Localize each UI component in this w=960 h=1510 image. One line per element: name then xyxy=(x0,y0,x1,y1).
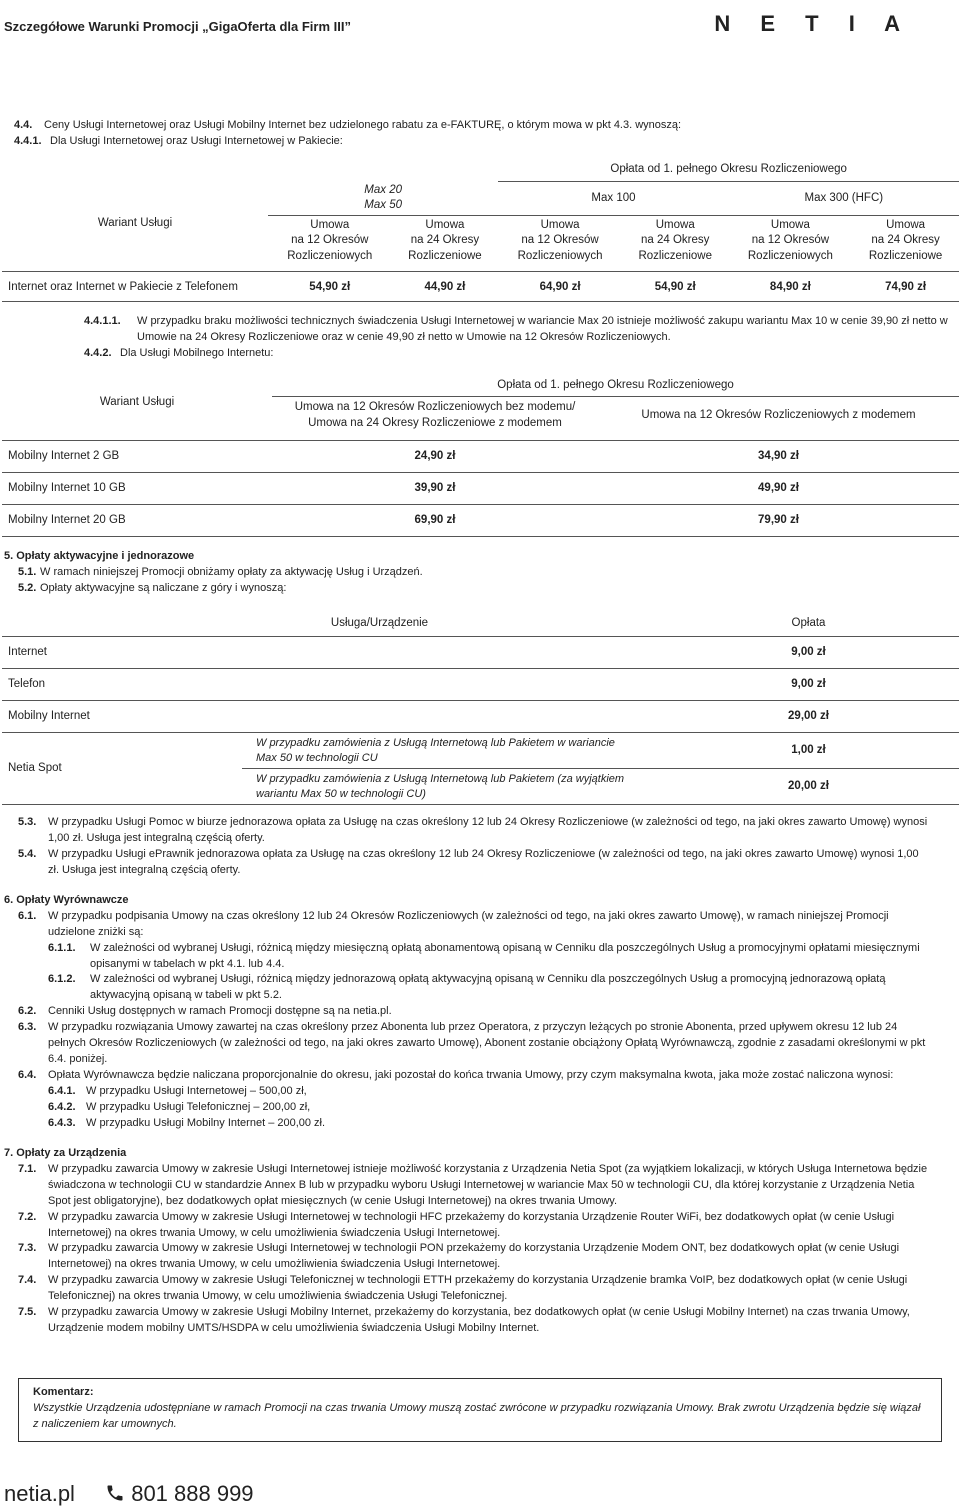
section-text: W przypadku braku możliwości technicznych świadczenia Usługi Internetowej w wariancie Max 20 istnieje możliwość zakupu wariantu Max 10 w cenie 39,90 zł netto w Umowie na 24 Okresy Rozliczeniowe oraz w cenie 49,90 zł netto w Umowie na 12 Okresów Rozliczeniowych. xyxy=(137,315,948,344)
document-body xyxy=(0,118,960,1337)
mobile-col2-header: Umowa na 12 Okresów Rozliczeniowych z modemem xyxy=(641,409,916,422)
table-row-label: Internet oraz Internet w Pakiecie z Telefonem xyxy=(8,280,238,293)
contract-24: Umowa na 24 Okresy Rozliczeniowe xyxy=(638,218,712,262)
fee-header: Opłata od 1. pełnego Okresu Rozliczeniowego xyxy=(498,156,959,182)
contract-12: Umowa na 12 Okresów Rozliczeniowych xyxy=(747,218,833,262)
table-row-label: Mobilny Internet xyxy=(8,710,90,723)
variant-max20-50: Max 20 Max 50 xyxy=(268,181,498,216)
section-4-4-2: 4.4.2. Dla Usługi Mobilnego Internetu: xyxy=(84,347,274,360)
table-row-label: Telefon xyxy=(8,678,46,691)
price-cell: 84,90 zł xyxy=(769,280,811,293)
table-row-label: Mobilny Internet 10 GB xyxy=(8,481,126,494)
price-cell: 39,90 zł xyxy=(414,481,456,494)
price-cell: 74,90 zł xyxy=(885,280,927,293)
price-cell: 49,90 zł xyxy=(758,481,799,494)
price-cell: 9,00 zł xyxy=(791,646,826,659)
price-cell: 20,00 zł xyxy=(788,780,829,793)
contract-24: Umowa na 24 Okresy Rozliczeniowe xyxy=(868,218,943,262)
variant-header: Wariant Usługi xyxy=(97,217,173,230)
fee-header: Opłata od 1. pełnego Okresu Rozliczeniowego xyxy=(272,370,959,396)
section-4-4-1-1: 4.4.1.1. W przypadku braku możliwości technicznych świadczenia Usługi Internetowej w wariancie Max 20 istnieje możliwość zakupu wariantu Max 10 w cenie 39,90 zł netto w Umowie na 24 Okresy Rozliczeniowe oraz w cenie 49,90 zł netto w Umowie na 12 Okresów Rozliczeniowych. xyxy=(0,314,960,346)
price-cell: 9,00 zł xyxy=(791,678,826,691)
section-6: 6. Opłaty Wyrównawcze 6.1. W przypadku podpisania Umowy na czas określony 12 lub 24 Okresów Rozliczeniowych (w zależności od tego, na jaki okres zawarto Umowę), w ramach niniejszej Promocji udzielone zniżki są: 6.1.1. W zależności od wybranej Usługi, różnicą między miesięczną opłatą abonamentową opisaną w Cenniku dla poszczególnych Usług a promocyjnymi opłatami miesięcznymi opisanymi w tabelach w pkt 4.1. lub 4.4. 6.1.2. W zależności od wybranej Usługi, różnicą między jednorazową opłatą aktywacyjną opisaną w Cenniku dla poszczególnych Usług a promocyjną jednorazową opłatą aktywacyjną opisaną w tabeli w pkt 5.2. 6.2. Cenniki Usług dostępnych w ramach Promocji dostępne są na netia.pl. 6.3. W przypadku rozwiązania Umowy zawartej na czas określony przez Abonenta lub przez Operatora, z przyczyn leżących po stronie Abonenta, przed upływem okresu 12 lub 24 pełnych Okresów Rozliczeniowych (w zależności od tego, na jaki okres zawarto Umowę), Abonent zostanie obciążony Opłatą Wyrównawczą, zgodnie z zasadami określonymi w pkt 6.4. poniżej. 6.4. Opłata Wyrównawcza będzie naliczana proporcjonalnie do okresu, jaki pozostał do końca trwania Umowy, przy czym maksymalna kwota, jaka może zostać naliczona wynosi: 6.4.1. W przypadku Usługi Internetowej – 500,00 zł, 6.4.2. W przypadku Usługi Telefonicznej – 200,00 zł, 6.4.3. W przypadku Usługi Mobilny Internet – 200,00 zł. xyxy=(0,893,960,1132)
section-text: Ceny Usługi Internetowej oraz Usługi Mobilny Internet bez udzielonego rabatu za e-FAKTURĘ, o którym mowa w pkt 4.3. wynoszą: xyxy=(44,119,682,131)
section-heading: 5. Opłaty aktywacyjne i jednorazowe xyxy=(4,549,195,562)
price-cell: 34,90 zł xyxy=(758,449,799,462)
service-header: Usługa/Urządzenie xyxy=(330,616,429,629)
contract-12: Umowa na 12 Okresów Rozliczeniowych xyxy=(287,218,373,262)
comment-box xyxy=(18,1378,942,1442)
comment-text: Wszystkie Urządzenia udostępniane w ramach Promocji na czas trwania Umowy muszą zostać zwrócone w przypadku rozwiązania Umowy. Brak zwrotu Urządzenia będzie się wiązał z naliczeniem kar umownych. xyxy=(33,1401,921,1430)
variant-max100: Max 100 xyxy=(498,181,728,216)
website-link[interactable]: netia.pl xyxy=(4,1481,75,1506)
price-cell: 79,90 zł xyxy=(758,513,799,526)
section-number: 4.4. xyxy=(14,119,33,131)
section-5: 5. Opłaty aktywacyjne i jednorazowe 5.1. W ramach niniejszej Promocji obniżamy opłaty za aktywację Usług i Urządzeń. 5.2. Opłaty aktywacyjne są naliczane z góry i wynoszą: xyxy=(0,549,960,597)
section-text: Dla Usługi Internetowej oraz Usługi Internetowej w Pakiecie: xyxy=(50,134,343,147)
price-cell: 29,00 zł xyxy=(788,710,829,723)
phone-icon xyxy=(105,1481,125,1506)
variant-max300: Max 300 (HFC) xyxy=(729,181,959,216)
page-header xyxy=(0,10,960,40)
price-cell: 24,90 zł xyxy=(414,449,456,462)
spot-condition: W przypadku zamówienia z Usługą Internetową lub Pakietem (za wyjątkiem wariantu Max 50 w technologii CU) xyxy=(256,772,625,800)
table-row-label: Mobilny Internet 20 GB xyxy=(8,513,126,526)
section-7: 7. Opłaty za Urządzenia 7.1. W przypadku zawarcia Umowy w zakresie Usługi Internetowej istnieje możliwość korzystania z Urządzenia Netia Spot (za wyjątkiem lokalizacji, w których Usługa Internetowa będzie świadczona w technologii CU w standardzie Annex B lub w przypadku wyboru Usługi Internetowej w wariancie Max 50 w technologii CU, dla której korzystanie z Urządzenia Netia Spot jest obligatoryjne), bez dodatkowych opłat miesięcznych (w cenie Usługi Internetowej) na okres trwania Umowy. 7.2. W przypadku zawarcia Umowy w zakresie Usługi Internetowej w technologii HFC przekażemy do korzystania Urządzenie Router WiFi, bez dodatkowych opłat (w cenie Usługi Internetowej) na okres trwania Umowy, w celu umożliwienia świadczenia Usługi Internetowej. 7.3. W przypadku zawarcia Umowy w zakresie Usługi Internetowej w technologii PON przekażemy do korzystania Urządzenie Modem ONT, bez dodatkowych opłat (w cenie Usługi Internetowej) na okres trwania Umowy, w celu umożliwienia świadczenia Usługi Internetowej. 7.4. W przypadku zawarcia Umowy w zakresie Usługi Telefonicznej w technologii ETTH przekażemy do korzystania Urządzenie bramka VoIP, bez dodatkowych opłat (w cenie Usługi Telefonicznej) na okres trwania Umowy, w celu umożliwienia świadczenia Usługi Telefonicznej. 7.5. W przypadku zawarcia Umowy w zakresie Usługi Mobilny Internet, przekażemy do korzystania, bez dodatkowych opłat (w cenie Usługi Mobilny Internet) na czas trwania Umowy, Urządzenie modem mobilny UMTS/HSDPA w celu umożliwienia świadczenia Usługi Mobilny Internet. xyxy=(0,1146,960,1337)
mobile-price-table xyxy=(2,370,959,537)
comment-title: Komentarz: xyxy=(33,1386,94,1398)
price-cell: 54,90 zł xyxy=(309,280,351,293)
section-number: 4.4.1. xyxy=(14,134,42,147)
contract-12: Umowa na 12 Okresów Rozliczeniowych xyxy=(517,218,603,262)
section-5-3-5-4: 5.3. W przypadku Usługi Pomoc w biurze jednorazowa opłata za Usługę na czas określony 12 lub 24 Okresy Rozliczeniowe (w zależności od tego, na jaki okres zawarto Umowę) wynosi 1,00 zł. Usługa jest integralną częścią oferty. 5.4. W przypadku Usługi ePrawnik jednorazowa opłata za Usługę na czas określony 12 lub 24 Okresy Rozliczeniowe (w zależności od tego, na jaki okres zawarto Umowę) wynosi 1,00 zł. Usługa jest integralną częścią oferty. xyxy=(18,816,928,876)
section-4-4 xyxy=(0,118,960,150)
section-heading: 7. Opłaty za Urządzenia xyxy=(4,1146,127,1159)
spot-condition: W przypadku zamówienia z Usługą Internetową lub Pakietem w wariancie Max 50 w technologii CU xyxy=(256,736,615,764)
contract-24: Umowa na 24 Okresy Rozliczeniowe xyxy=(408,218,482,262)
table-row-label: Internet xyxy=(8,646,47,659)
fee-header: Opłata xyxy=(791,616,826,629)
price-cell: 69,90 zł xyxy=(414,513,456,526)
netia-spot-label: Netia Spot xyxy=(8,762,62,775)
variant-header: Wariant Usługi xyxy=(99,395,175,408)
page-footer xyxy=(4,1478,254,1510)
price-cell: 54,90 zł xyxy=(654,280,696,293)
table-row-label: Mobilny Internet 2 GB xyxy=(8,449,120,462)
document-title: Szczegółowe Warunki Promocji „GigaOferta dla Firm III” xyxy=(4,19,351,34)
price-cell: 1,00 zł xyxy=(791,744,826,757)
internet-price-table xyxy=(2,156,959,303)
price-cell: 64,90 zł xyxy=(539,280,581,293)
netia-logo: N E T I A xyxy=(714,11,912,36)
mobile-col1-header: Umowa na 12 Okresów Rozliczeniowych bez modemu/ Umowa na 24 Okresy Rozliczeniowe z modemem xyxy=(294,401,576,430)
section-heading: 6. Opłaty Wyrównawcze xyxy=(4,893,129,906)
phone-number[interactable]: 801 888 999 xyxy=(105,1481,253,1506)
price-cell: 44,90 zł xyxy=(424,280,466,293)
activation-fee-table xyxy=(2,611,959,806)
